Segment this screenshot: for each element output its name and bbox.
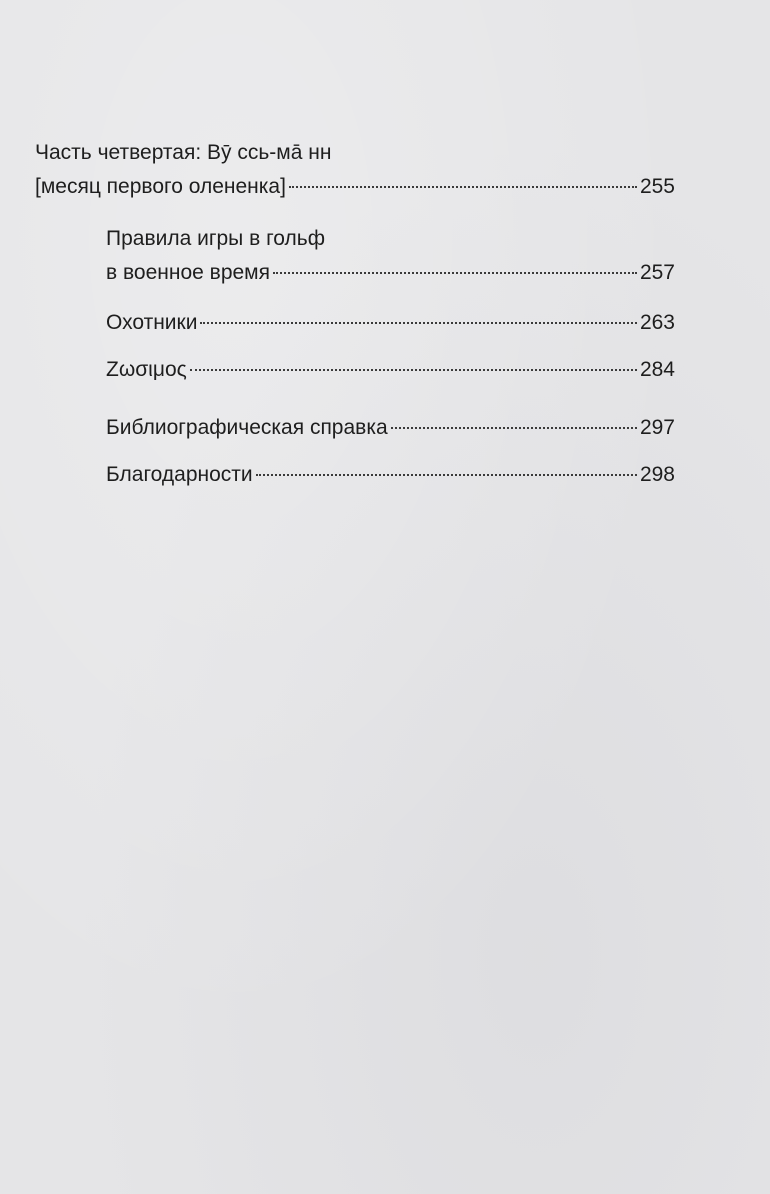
part-title-row: [35, 174, 675, 200]
entry-title: Библиографическая справка: [106, 416, 388, 439]
leader-dots: [200, 322, 637, 324]
entry-row: [106, 260, 675, 286]
part-title: Часть четвертая: Вӯ ссь-мā нн: [35, 141, 332, 164]
leader-dots: [289, 186, 637, 188]
toc-entry-zosimos[interactable]: [106, 357, 675, 383]
page-number: 284: [639, 358, 675, 381]
toc-entry-hunters[interactable]: [106, 310, 675, 336]
page-number: 298: [639, 463, 675, 486]
part-subtitle: [месяц первого олененка]: [35, 175, 286, 198]
leader-dots: [391, 427, 637, 429]
entry-title: Ζωσιμος: [106, 358, 187, 381]
page-number: 263: [639, 311, 675, 334]
leader-dots: [256, 474, 637, 476]
toc-entry-bibliography[interactable]: [106, 415, 675, 441]
entry-title: Благодарности: [106, 463, 253, 486]
page-number: 257: [639, 261, 675, 284]
toc-entry-acknowledgements[interactable]: [106, 462, 675, 488]
entry-title: Охотники: [106, 311, 198, 334]
toc-part-four[interactable]: [35, 140, 675, 200]
leader-dots: [273, 272, 637, 274]
entry-title: в военное время: [106, 261, 270, 284]
leader-dots: [190, 369, 637, 371]
entry-title-line1: Правила игры в гольф: [106, 227, 325, 250]
page-number: 297: [639, 416, 675, 439]
page-number: 255: [639, 175, 675, 198]
toc-entry-golf-rules[interactable]: [106, 226, 675, 286]
